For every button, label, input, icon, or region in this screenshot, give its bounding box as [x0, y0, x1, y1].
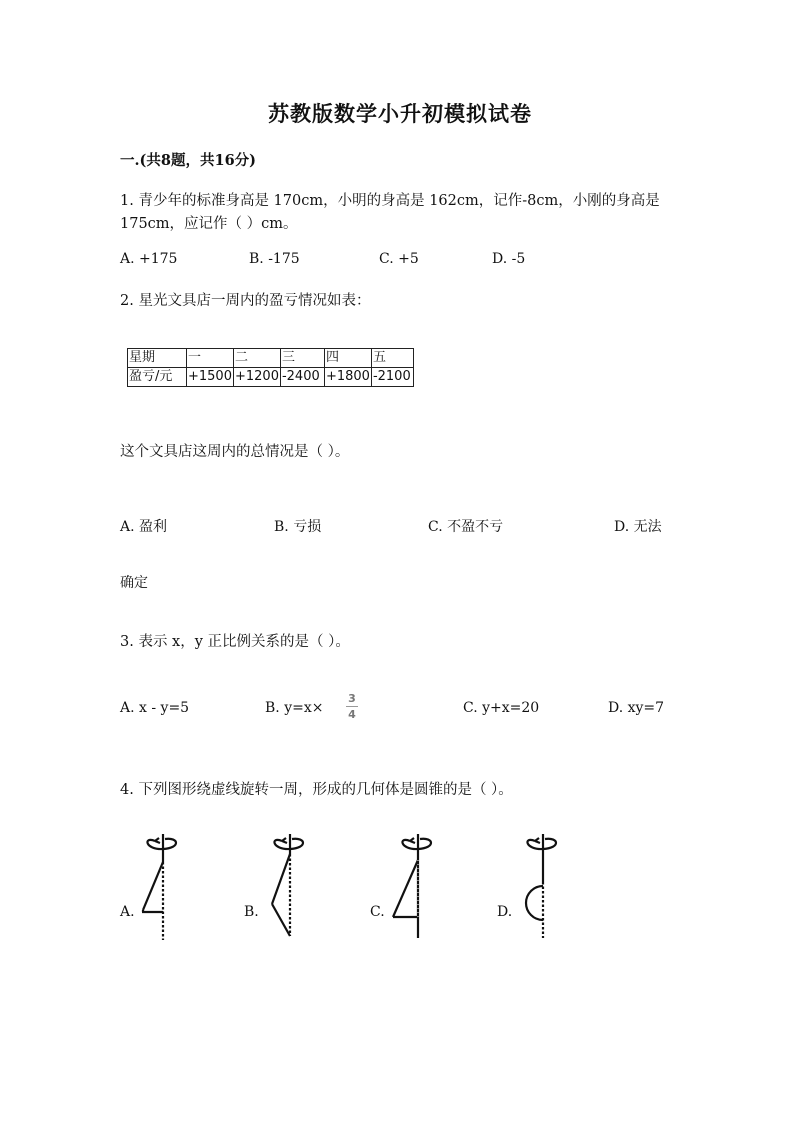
figure-d [515, 832, 575, 942]
rotation-arrow-icon [527, 839, 556, 849]
table-cell: 三 [280, 349, 324, 368]
figure-b [262, 832, 322, 942]
q4-option-c: C. [370, 904, 385, 920]
table-cell: 盈亏/元 [128, 368, 187, 387]
table-cell: +1200 [233, 368, 280, 387]
q2-question: 这个文具店这周内的总情况是（ ）。 [120, 444, 350, 460]
figure-c [390, 832, 450, 942]
q2-option-d: D. 无法 [614, 519, 662, 535]
table-cell: 星期 [128, 349, 187, 368]
table-cell: 二 [233, 349, 280, 368]
q1-option-c: C. +5 [379, 251, 419, 267]
fraction-three-quarters [345, 692, 359, 721]
q1-option-a: A. +175 [120, 251, 178, 267]
fraction-bar [346, 706, 358, 707]
fraction-numerator: 3 [348, 692, 356, 705]
q3-option-b: B. y=x× [265, 700, 324, 716]
table-cell: +1500 [187, 368, 234, 387]
section-heading: 一.(共8题，共16分) [120, 152, 257, 169]
q2-option-b: B. 亏损 [274, 519, 322, 535]
table-cell: +1800 [324, 368, 371, 387]
table-cell: 一 [187, 349, 234, 368]
q4-stem: 4. 下列图形绕虚线旋转一周，形成的几何体是圆锥的是（ ）。 [120, 782, 513, 798]
table-cell: 四 [324, 349, 371, 368]
q2-option-c: C. 不盈不亏 [428, 519, 504, 535]
figure-a [135, 832, 195, 942]
table-row [128, 349, 414, 368]
q1-option-d: D. -5 [492, 251, 526, 267]
profit-loss-table [127, 348, 414, 387]
table-cell: -2100 [371, 368, 413, 387]
q3-option-a: A. x - y=5 [120, 700, 190, 716]
q4-option-d: D. [497, 904, 513, 920]
fraction-denominator: 4 [348, 708, 356, 721]
table-cell: 五 [371, 349, 413, 368]
page-title: 苏教版数学小升初模拟试卷 [268, 101, 532, 126]
q4-option-a: A. [120, 904, 135, 920]
q3-stem: 3. 表示 x，y 正比例关系的是（ ）。 [120, 634, 350, 650]
q2-option-a: A. 盈利 [120, 519, 168, 535]
q4-option-b: B. [244, 904, 259, 920]
q3-option-c: C. y+x=20 [463, 700, 540, 716]
table-row [128, 368, 414, 387]
rotation-arrow-icon [147, 839, 176, 849]
q3-option-d: D. xy=7 [608, 700, 665, 716]
rotation-arrow-icon [402, 839, 431, 849]
table-cell: -2400 [280, 368, 324, 387]
q1-line2: 175cm，应记作（ ）cm。 [120, 216, 298, 232]
q1-line1: 1. 青少年的标准身高是 170cm，小明的身高是 162cm，记作-8cm，小刚的身高是 [120, 193, 660, 209]
rotation-arrow-icon [274, 839, 303, 849]
q2-stem: 2. 星光文具店一周内的盈亏情况如表： [120, 293, 371, 309]
q2-option-d-continued: 确定 [120, 575, 148, 591]
q1-option-b: B. -175 [249, 251, 300, 267]
